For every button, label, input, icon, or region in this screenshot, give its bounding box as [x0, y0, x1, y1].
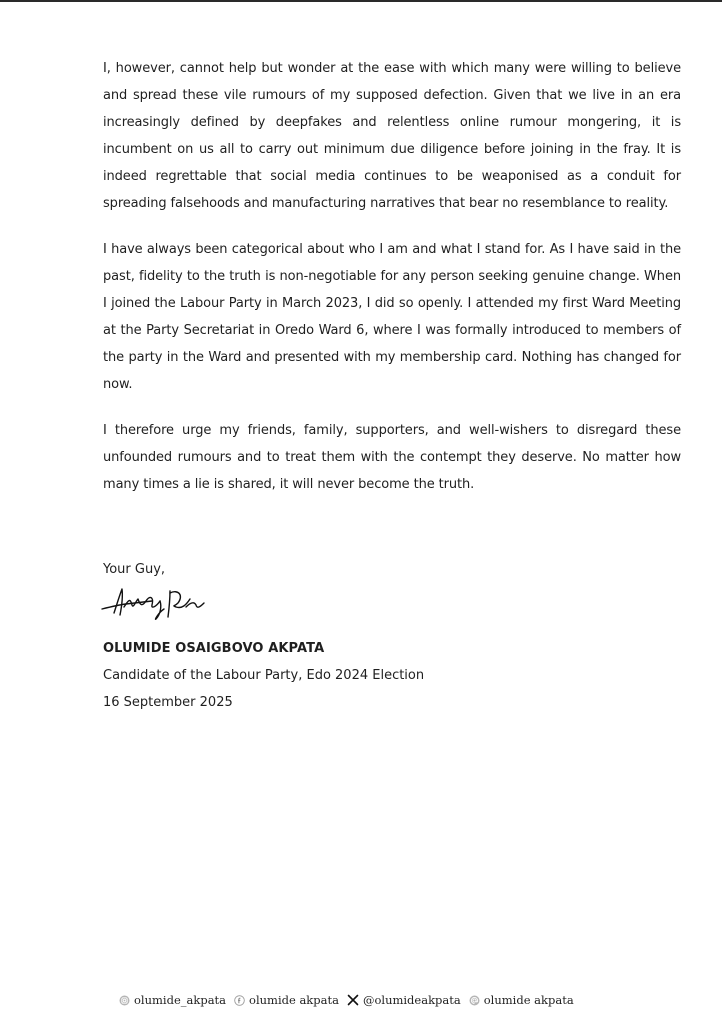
- instagram-icon: [119, 995, 130, 1006]
- letter-date: 16 September 2025: [103, 695, 233, 710]
- social-handle: olumide_akpata: [134, 993, 227, 1007]
- top-border-rule: [0, 0, 722, 2]
- signer-title: Candidate of the Labour Party, Edo 2024 Election: [103, 668, 425, 683]
- paragraph-3: I therefore urge my friends, family, supporters, and well-wishers to disregard these unfounded rumours and to treat them with the contempt they deserve. No matter how many times a lie is shared, it will never become the truth.: [103, 423, 681, 492]
- social-facebook[interactable]: [234, 993, 339, 1007]
- paragraph-2: I have always been categorical about who I am and what I stand for. As I have said in the past, fidelity to the truth is non-negotiable for any person seeking genuine change. When I joined the Labour Party in March 2023, I did so openly. I attended my first Ward Meeting at the Party Secretariat in Oredo Ward 6, where I was formally introduced to members of the party in the Ward and presented with my membership card. Nothing has changed for now.: [103, 242, 681, 392]
- letter-body: [103, 55, 681, 498]
- x-icon: [347, 994, 359, 1006]
- threads-icon: [469, 995, 480, 1006]
- social-footer: [119, 990, 582, 1010]
- facebook-icon: [234, 995, 245, 1006]
- paragraph-1: I, however, cannot help but wonder at the ease with which many were willing to believe and spread these vile rumours of my supposed defection. Given that we live in an era increasingly defined by deepfakes and relentless online rumour mongering, it is incumbent on us all to carry out minimum due diligence before joining in the fray. It is indeed regrettable that social media continues to be weaponised as a conduit for spreading falsehoods and manufacturing narratives that bear no resemblance to reality.: [103, 61, 681, 211]
- social-x[interactable]: [347, 993, 461, 1007]
- closing-salutation: Your Guy,: [103, 562, 166, 577]
- social-handle: @olumideakpata: [362, 993, 461, 1007]
- handwritten-signature: [100, 583, 210, 625]
- social-handle: olumide akpata: [483, 993, 574, 1007]
- signer-name: OLUMIDE OSAIGBOVO AKPATA: [103, 641, 325, 656]
- social-instagram[interactable]: [119, 993, 226, 1007]
- social-threads[interactable]: [469, 993, 574, 1007]
- social-handle: olumide akpata: [249, 993, 339, 1007]
